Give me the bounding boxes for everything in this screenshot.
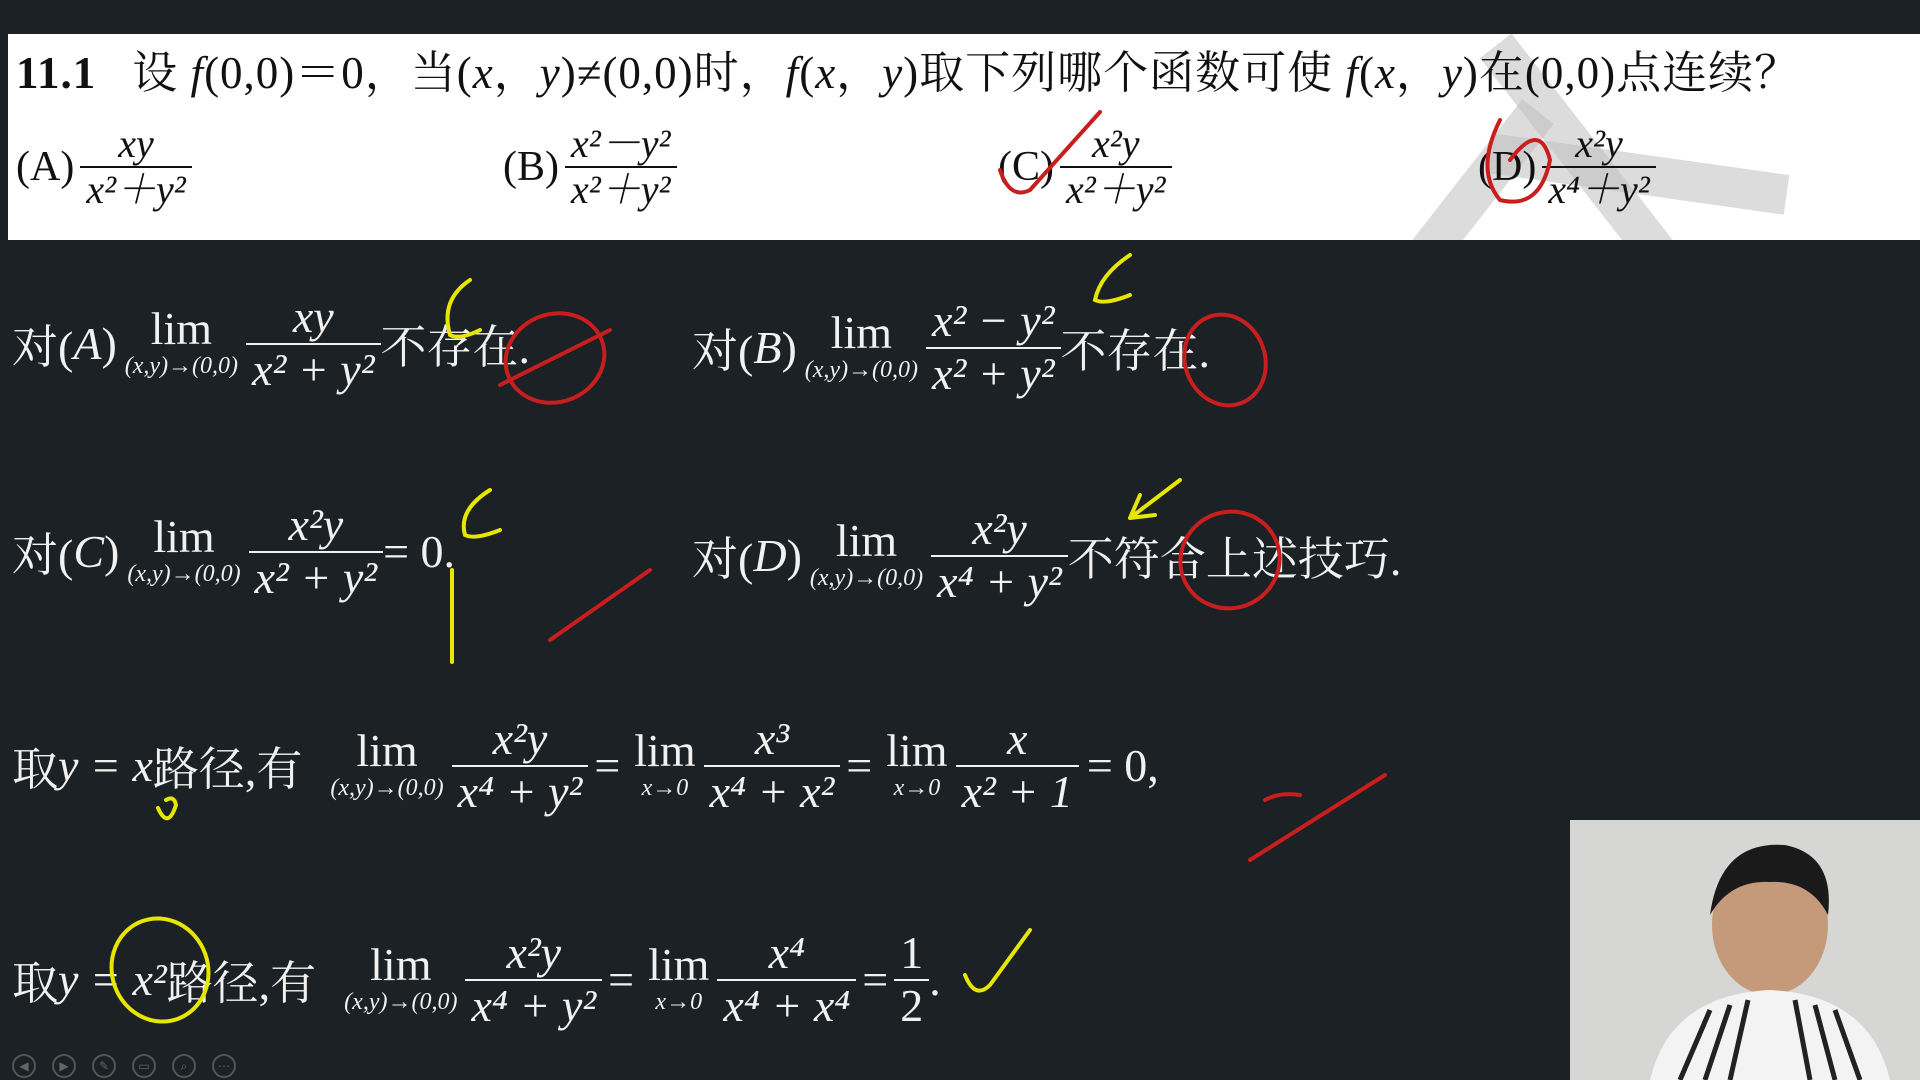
lim-sub: (x,y)→(0,0): [330, 775, 444, 802]
row-var: C: [73, 526, 105, 578]
yellow-mark-b: [1095, 255, 1130, 302]
q-part: (: [1358, 48, 1375, 98]
equals: =: [608, 954, 635, 1006]
path-expr: y = x²: [58, 954, 167, 1006]
path-suffix: 路径,有: [166, 957, 317, 1009]
lim-word: lim: [835, 515, 898, 567]
numerator: x² − y²: [932, 295, 1055, 346]
red-mark-option-d: [1488, 120, 1551, 202]
denominator: x² + y²: [932, 347, 1055, 399]
q-part: y: [882, 48, 904, 98]
row-prefix: 对(: [692, 533, 754, 585]
path-expr: y = x: [58, 740, 153, 792]
q-part: y: [1441, 48, 1463, 98]
numerator: x²－y²: [571, 121, 671, 166]
red-tick-row3: [1265, 794, 1300, 800]
take-word: 取: [12, 957, 58, 1009]
numerator: x²y: [506, 927, 562, 978]
q-part: (0,0)＝0，当(: [204, 48, 473, 98]
denominator: x⁴ + x⁴: [723, 979, 851, 1031]
lim-sub: (x,y)→(0,0): [127, 561, 241, 588]
row-var: A: [73, 318, 102, 370]
q-part: )取下列哪个函数可使: [903, 48, 1346, 98]
more-icon[interactable]: ⋯: [212, 1054, 236, 1078]
yellow-mark-a: [448, 280, 481, 337]
yellow-check-half: [965, 930, 1030, 991]
lim-sub: x→0: [893, 775, 941, 802]
lim-word: lim: [356, 725, 418, 777]
q-part: ，: [1395, 48, 1442, 98]
lim-word: lim: [370, 939, 432, 991]
numerator: x: [1007, 713, 1028, 764]
equals: =: [862, 954, 889, 1006]
denominator: x²＋y²: [571, 167, 671, 212]
lim-word: lim: [150, 303, 213, 355]
equals: =: [846, 740, 873, 792]
lim-word: lim: [830, 307, 893, 359]
presenter-figure: [1570, 820, 1920, 1080]
option-label: (C): [998, 144, 1054, 190]
denominator: x² + y²: [254, 551, 378, 603]
q-part: ，: [493, 48, 540, 98]
yellow-annotations: [97, 255, 1180, 1035]
question-prefix: 设: [132, 48, 179, 98]
row-result: 不存在.: [1060, 325, 1211, 377]
red-cross-a: [500, 330, 610, 385]
lim-sub: (x,y)→(0,0): [344, 989, 458, 1016]
numerator: x²y: [492, 713, 548, 764]
numerator: 1: [900, 927, 924, 978]
row-result: 不存在.: [380, 321, 531, 373]
row-prefix: 对(: [12, 529, 74, 581]
row-end: .: [929, 954, 941, 1006]
lim-sub: x→0: [641, 775, 689, 802]
lim-word: lim: [648, 939, 710, 991]
numerator: x³: [754, 713, 790, 764]
row-prefix: 对(: [12, 321, 74, 373]
lim-word: lim: [153, 511, 215, 563]
slides-icon[interactable]: ▭: [132, 1054, 156, 1078]
numerator: xy: [118, 121, 154, 166]
red-circle-d: [1164, 495, 1295, 624]
lim-word: lim: [886, 725, 948, 777]
row-close: ): [104, 526, 120, 578]
denominator: x²＋y²: [1066, 167, 1166, 212]
row-close: ): [101, 318, 117, 370]
pen-icon[interactable]: ✎: [92, 1054, 116, 1078]
numerator: x²y: [1092, 121, 1140, 166]
yellow-check-x: [158, 798, 176, 818]
take-word: 取: [12, 743, 58, 795]
yellow-circle-path: [97, 905, 223, 1036]
presenter-webcam: [1570, 820, 1920, 1080]
q-part: f: [190, 48, 205, 98]
q-part: y: [539, 48, 561, 98]
denominator: 2: [900, 979, 924, 1031]
row-prefix: 对(: [692, 325, 754, 377]
red-slash-c: [550, 570, 650, 640]
path-suffix: 路径,有: [152, 743, 303, 795]
numerator: x⁴: [768, 927, 806, 978]
q-part: )在(0,0)点连续？: [1462, 48, 1801, 98]
row-close: ): [786, 530, 802, 582]
question-number: 11.1: [16, 48, 97, 98]
q-part: )≠(0,0)时，: [560, 48, 786, 98]
numerator: x²y: [1575, 121, 1623, 166]
lim-sub: (x,y)→(0,0): [809, 565, 924, 592]
q-part: f: [785, 48, 800, 98]
row-var: B: [753, 322, 782, 374]
denominator: x⁴ + y²: [457, 765, 583, 817]
row-var: D: [753, 530, 787, 582]
lim-word: lim: [634, 725, 696, 777]
q-part: f: [1345, 48, 1359, 98]
row-result: 不符合上述技巧.: [1067, 533, 1402, 585]
denominator: x⁴ + y²: [937, 555, 1062, 607]
equals: =: [594, 740, 621, 792]
lim-sub: (x,y)→(0,0): [124, 353, 239, 380]
denominator: x²＋y²: [86, 167, 186, 212]
denominator: x⁴ + y²: [471, 979, 597, 1031]
red-annotations: [493, 112, 1550, 860]
denominator: x² + 1: [961, 765, 1073, 817]
row-result: = 0,: [1086, 740, 1159, 792]
q-part: x: [815, 48, 837, 98]
q-part: x: [472, 48, 494, 98]
denominator: x² + y²: [252, 343, 375, 395]
row-result: = 0.: [383, 526, 456, 578]
option-label: (B): [503, 144, 559, 190]
option-label: (D): [1478, 144, 1537, 190]
yellow-arrow-d: [1130, 480, 1180, 518]
red-check-option-c: [1000, 112, 1100, 193]
lim-sub: x→0: [655, 989, 703, 1016]
previous-icon[interactable]: ◀: [12, 1054, 36, 1078]
numerator: x²y: [288, 499, 344, 550]
q-part: x: [1374, 48, 1396, 98]
red-slash-row3: [1250, 775, 1385, 860]
numerator: x²y: [972, 503, 1027, 554]
yellow-mark-c: [464, 490, 500, 537]
lim-sub: (x,y)→(0,0): [804, 357, 919, 384]
option-label: (A): [16, 144, 75, 190]
next-icon[interactable]: ▶: [52, 1054, 76, 1078]
q-part: ，: [836, 48, 883, 98]
row-close: ): [781, 322, 797, 374]
player-controls: [0, 1052, 330, 1080]
denominator: x⁴ + x²: [709, 765, 835, 817]
q-part: (: [799, 48, 816, 98]
denominator: x⁴＋y²: [1548, 167, 1650, 212]
zoom-icon[interactable]: ⌕: [172, 1054, 196, 1078]
red-circle-b: [1172, 303, 1279, 417]
numerator: xy: [292, 291, 334, 342]
